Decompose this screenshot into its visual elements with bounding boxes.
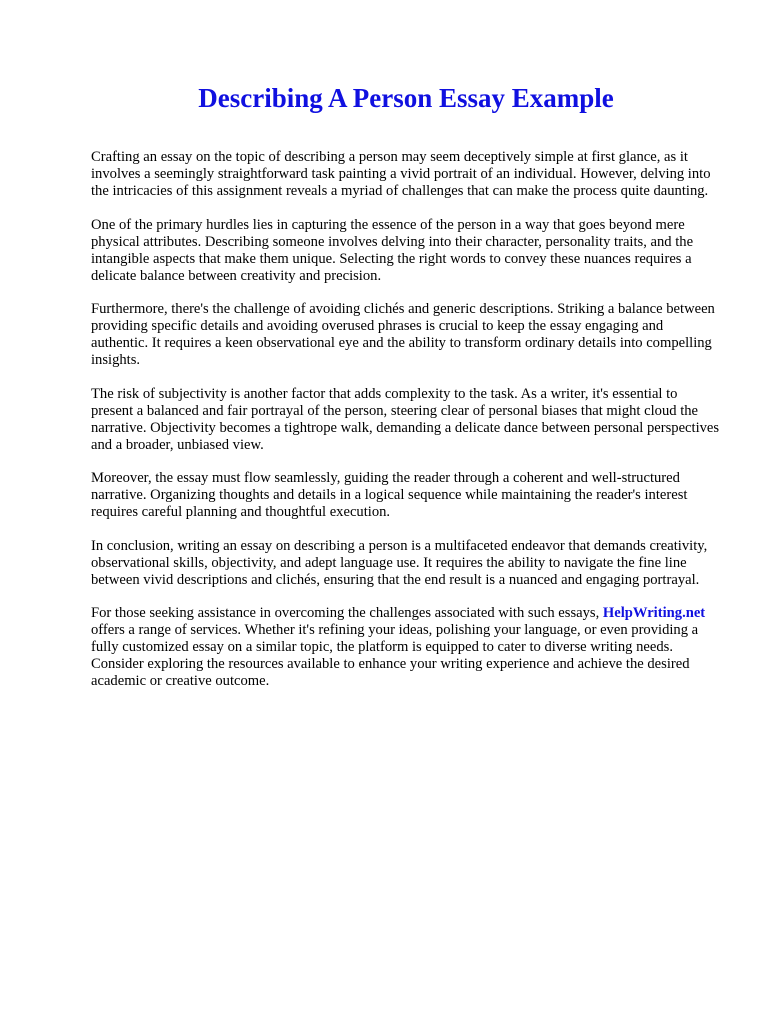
paragraph-1: Crafting an essay on the topic of describing a person may seem deceptively simple at first glance, as it involves a seemingly straightforward task painting a vivid portrait of an individual. However, delving into the intricacies of this assignment reveals a myriad of challenges that can make the process quite daunting. [91,149,711,199]
helpwriting-link[interactable]: HelpWriting.net [602,605,706,621]
paragraph-3: Furthermore, there's the challenge of avoiding clichés and generic descriptions. Striking a balance between providing specific details and avoiding overused phrases is crucial to keep the essay engaging and authentic. It requires a keen observational eye and the ability to transform ordinary details into compelling insights. [91,301,715,368]
page-title: Describing A Person Essay Example [198,83,614,113]
paragraph-2: One of the primary hurdles lies in capturing the essence of the person in a way that goes beyond mere physical attributes. Describing someone involves delving into their character, personality traits, and the intangible aspects that make them unique. Selecting the right words to convey these nuances requires a delicate balance between creativity and precision. [91,216,694,284]
paragraph-4: The risk of subjectivity is another factor that adds complexity to the task. As a writer, it's essential to present a balanced and fair portrayal of the person, steering clear of personal biases that might cloud the narrative. Objectivity becomes a tightrope walk, demanding a delicate dance between personal perspectives and a broader, unbiased view. [91,385,720,453]
paragraph-5: Moreover, the essay must flow seamlessly, guiding the reader through a coherent and well-structured narrative. Organizing thoughts and details in a logical sequence while maintaining the reader's interest requires careful planning and thoughtful execution. [91,470,688,520]
paragraph-7-intro: For those seeking assistance in overcoming the challenges associated with such essays, [91,605,603,621]
paragraph-7-body: offers a range of services. Whether it's refining your ideas, polishing your language, or even providing a fully customized essay on a similar topic, the platform is equipped to cater to diverse writing needs. Consider exploring the resources available to enhance your writing experience and achieve the desired academic or creative outcome. [91,622,699,689]
paragraph-7 [91,605,721,690]
paragraph-6: In conclusion, writing an essay on describing a person is a multifaceted endeavor that demands creativity, observational skills, objectivity, and adept language use. It requires the ability to navigate the fine line between vivid descriptions and clichés, ensuring that the end result is a nuanced and engaging portrayal. [91,537,708,588]
document-page [91,80,721,707]
